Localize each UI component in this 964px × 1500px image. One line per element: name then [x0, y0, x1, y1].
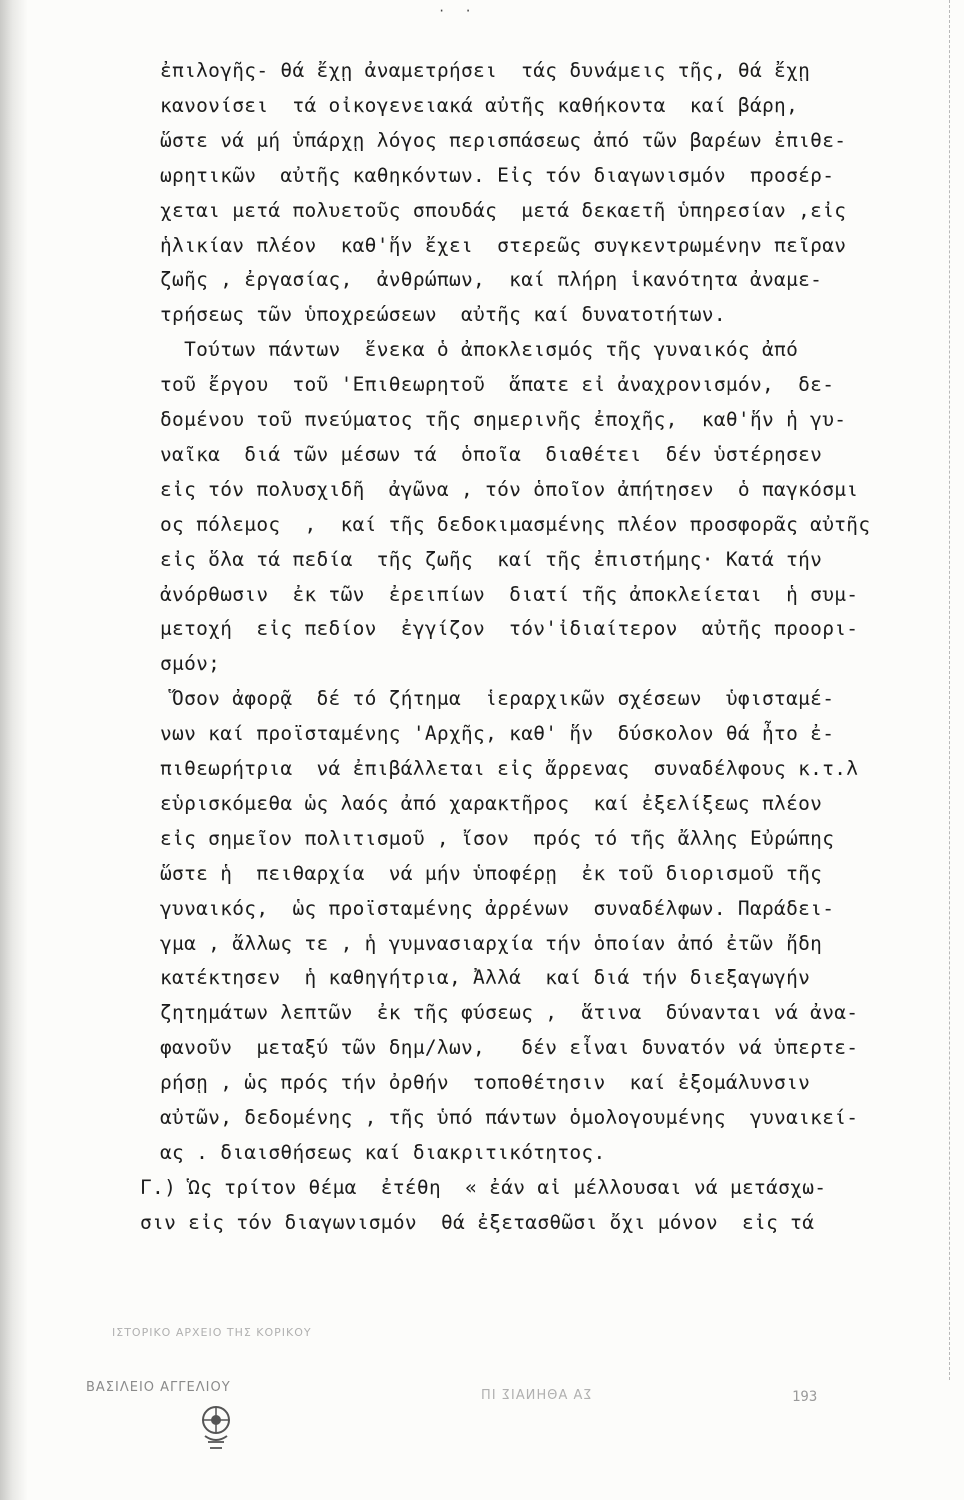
text-line: ας . διαισθήσεως καί διακριτικότητος.: [160, 1140, 606, 1164]
text-line: τρήσεως τῶν ὑποχρεώσεων αὐτῆς καί δυνατοτήτων.: [160, 303, 726, 327]
text-line: μετοχή εἰς πεδίον ἐγγίζον τόν'ἰδιαίτερον αὐτῆς προορι-: [160, 617, 859, 641]
text-line: σμόν;: [160, 652, 221, 676]
text-line: κατέκτησεν ἡ καθηγήτρια, Ἀλλά καί διά τήν διεξαγωγήν: [160, 966, 811, 990]
text-line: ἐπιλογῆς- θά ἔχῃ ἀναμετρήσει τάς δυνάμεις τῆς, θά ἔχῃ: [160, 59, 811, 82]
text-line: ἡλικίαν πλέον καθ'ἥν ἔχει στερεῶς συγκεντρωμένην πεῖραν: [160, 233, 847, 257]
text-line: ζωῆς , ἐργασίας, ἀνθρώπων, καί πλήρη ἱκανότητα ἀναμε-: [160, 268, 823, 292]
text-line: νων καί προϊσταμένης 'Αρχῆς, καθ' ἥν δύσκολον θά ἦτο ἐ-: [160, 722, 835, 746]
text-line: ωρητικῶν αὐτῆς καθηκόντων. Εἰς τόν διαγωνισμόν προσέρ-: [160, 163, 835, 187]
text-line: ἀνόρθωσιν ἐκ τῶν ἐρειπίων διατί τῆς ἀποκλείεται ἡ συμ-: [160, 582, 859, 606]
text-line: γυναικός, ὡς προϊσταμένης ἀρρένων συναδέλφων. Παράδει-: [160, 896, 835, 920]
text-line: πιθεωρήτρια νά ἐπιβάλλεται εἰς ἄρρενας συναδέλφους κ.τ.λ: [160, 757, 859, 780]
text-line: αὐτῶν, δεδομένης , τῆς ὑπό πάντων ὁμολογουμένης γυναικεί-: [160, 1106, 859, 1129]
text-line: εἰς τόν πολυσχιδῆ ἀγῶνα , τόν ὁποῖον ἀπήτησεν ὁ παγκόσμι: [160, 477, 859, 501]
text-line: ος πόλεμος , καί τῆς δεδοκιμασμένης πλέον προσφορᾶς αὐτῆς: [160, 512, 871, 536]
text-line: δομένου τοῦ πνεύματος τῆς σημερινῆς ἐποχῆς, καθ'ἥν ἡ γυ-: [160, 408, 847, 431]
text-line: ναῖκα διά τῶν μέσων τά ὁποῖα διαθέτει δέν ὑστέρησεν: [160, 442, 823, 466]
text-line: γμα , ἄλλως τε , ἡ γυμνασιαρχία τήν ὁποίαν ἀπό ἐτῶν ἤδη: [160, 931, 823, 955]
text-line: εὑρισκόμεθα ὡς λαός ἀπό χαρακτῆρος καί ἐξελίξεως πλέον: [160, 791, 823, 815]
stamp-page-number: 193: [792, 1389, 818, 1405]
text-line: φανοῦν μεταξύ τῶν δημ/λων, δέν εἶναι δυνατόν νά ὑπερτε-: [160, 1036, 859, 1060]
text-line: Τούτων πάντων ἕνεκα ὁ ἀποκλεισμός τῆς γυναικός ἀπό: [160, 338, 799, 362]
stamp-line-1: ΙΣΤΟΡΙΚΟ ΑΡΧΕΙΟ ΤΗΣ ΚΟΡΙΚΟΥ: [112, 1326, 312, 1339]
text-line: Ὅσον ἀφορᾷ δέ τό ζήτημα ἱεραρχικῶν σχέσεων ὑφισταμέ-: [160, 687, 835, 711]
text-line: τοῦ ἔργου τοῦ 'Επιθεωρητοῦ ἅπατε εἰ ἀναχρονισμόν, δε-: [160, 373, 835, 397]
text-line: εἰς ὅλα τά πεδία τῆς ζωῆς καί τῆς ἐπιστήμης· Κατά τήν: [160, 547, 823, 571]
text-line: εἰς σημεῖον πολιτισμοῦ , ἴσον πρός τό τῆς ἄλλης Εὐρώπης: [160, 826, 835, 850]
archive-seal-icon: [196, 1400, 236, 1456]
text-line: ὥστε ἡ πειθαρχία νά μήν ὑποφέρῃ ἐκ τοῦ διορισμοῦ τῆς: [160, 861, 823, 885]
text-line: ὥστε νά μή ὑπάρχῃ λόγος περισπάσεως ἀπό τῶν βαρέων ἐπιθε-: [160, 128, 847, 152]
stamp-mirrored-text: ΣΑ ΑΘΗΝΑΙΣ ΙΠ: [480, 1388, 592, 1403]
top-margin-mark: · ·: [438, 4, 478, 18]
text-line: σιν εἰς τόν διαγωνισμόν θά ἐξετασθῶσι ὄχι μόνον εἰς τά: [140, 1210, 815, 1234]
text-line: χεται μετά πολυετοῦς σπουδάς μετά δεκαετῆ ὑπηρεσίαν ,εἰς: [160, 198, 847, 222]
text-line: ρήσῃ , ὡς πρός τήν ὀρθήν τοποθέτησιν καί ἐξομάλυνσιν: [160, 1071, 811, 1095]
stamp-line-2: ΒΑΣΙΛΕΙΟ ΑΓΓΕΛΙΟΥ: [86, 1380, 231, 1395]
text-line: ζητημάτων λεπτῶν ἐκ τῆς φύσεως , ἅτινα δύνανται νά ἀνα-: [160, 1001, 859, 1025]
text-line: Γ.) Ὡς τρίτον θέμα ἐτέθη « ἐάν αἱ μέλλουσαι νά μετάσχω-: [140, 1175, 827, 1199]
text-line: κανονίσει τά οἰκογενειακά αὐτῆς καθήκοντα καί βάρη,: [160, 93, 799, 117]
archive-stamp: [0, 1326, 964, 1500]
